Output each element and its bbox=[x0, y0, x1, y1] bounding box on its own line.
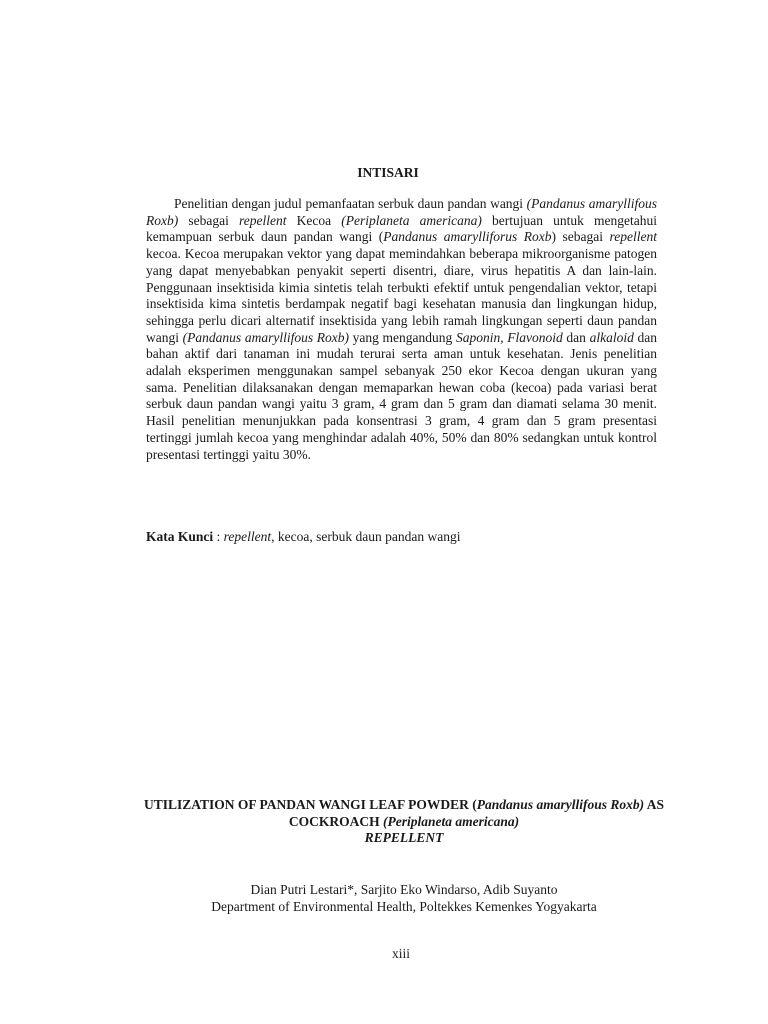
keywords-rest: , kecoa, serbuk daun pandan wangi bbox=[271, 529, 461, 544]
abstract-term: repellent bbox=[239, 212, 287, 228]
keywords-separator: : bbox=[213, 529, 224, 544]
abstract-heading: INTISARI bbox=[357, 165, 419, 180]
abstract-text: kecoa. Kecoa merupakan vektor yang dapat memindahkan beberapa mikroorganisme patogen yang dapat menyebabkan penyakit seperti disentri, diare, virus hepatitis A dan lain-lain. Penggunaan insektisida kimia sintetis telah terbukti efektif untuk pengendalian vektor, tetapi insektisida kima sintetis berdampak negatif bagi kesehatan manusia dan lingkungan hidup, sehingga perlu dicari alternatif insektisida yang lebih ramah lingkungan seperti daun pandan wangi bbox=[146, 246, 657, 345]
keywords-line bbox=[146, 529, 666, 545]
english-title-species: (Periplaneta americana) bbox=[383, 813, 520, 829]
abstract-text: Penelitian dengan judul pemanfaatan serbuk daun pandan wangi bbox=[174, 196, 527, 211]
abstract-text: ) sebagai bbox=[551, 229, 610, 245]
english-title-part: UTILIZATION OF PANDAN WANGI LEAF POWDER ( bbox=[144, 797, 477, 812]
abstract-compound-name: alkaloid bbox=[589, 329, 634, 345]
abstract-paragraph bbox=[146, 196, 657, 463]
author-names: Dian Putri Lestari*, Sarjito Eko Windarso, Adib Suyanto bbox=[250, 882, 558, 897]
abstract-text: Kecoa bbox=[286, 212, 342, 228]
keywords-label: Kata Kunci bbox=[146, 529, 214, 544]
abstract-term: repellent bbox=[609, 229, 657, 245]
author-affiliation: Department of Environmental Health, Poltekkes Kemenkes Yogyakarta bbox=[211, 899, 597, 914]
abstract-species-name: Pandanus amarylliforus Roxb bbox=[383, 229, 552, 245]
page-number: xiii bbox=[391, 946, 410, 961]
abstract-text: bertujuan untuk mengetahui kemampuan serbuk daun pandan wangi ( bbox=[146, 212, 657, 245]
english-title-repellent: REPELLENT bbox=[364, 830, 444, 845]
keyword-italic: repellent bbox=[223, 529, 272, 544]
abstract-species-name: (Periplaneta americana) bbox=[341, 212, 482, 228]
english-title bbox=[120, 797, 688, 847]
abstract-text: dan bbox=[562, 329, 590, 345]
abstract-compound-names: Saponin, Flavonoid bbox=[455, 329, 563, 345]
abstract-text: dan bahan aktif dari tanaman ini mudah terurai serta aman untuk kesehatan. Jenis penelitian adalah eksperimen menggunakan sampel sebanyak 250 ekor Kecoa dengan ukuran yang sama. Penelitian dilaksanakan dengan memaparkan hewan coba (kecoa) pada variasi berat serbuk daun pandan wangi yaitu 3 gram, 4 gram dan 5 gram dan diamati selama 30 menit. Hasil penelitian menunjukkan pada konsentrasi 3 gram, 4 gram dan 5 gram presentasi tertinggi jumlah kecoa yang menghindar adalah 40%, 50% dan 80% sedangkan untuk kontrol presentasi tertinggi yaitu 30%. bbox=[146, 329, 657, 462]
english-title-part: AS COCKROACH bbox=[288, 797, 664, 829]
abstract-text: sebagai bbox=[178, 212, 239, 228]
abstract-text: yang mengandung bbox=[348, 329, 456, 345]
english-title-species: Pandanus amaryllifous Roxb) bbox=[476, 797, 645, 812]
author-block bbox=[120, 881, 688, 915]
abstract-species-name: (Pandanus amaryllifous Roxb) bbox=[146, 196, 657, 228]
abstract-species-name: (Pandanus amaryllifous Roxb) bbox=[182, 329, 349, 345]
